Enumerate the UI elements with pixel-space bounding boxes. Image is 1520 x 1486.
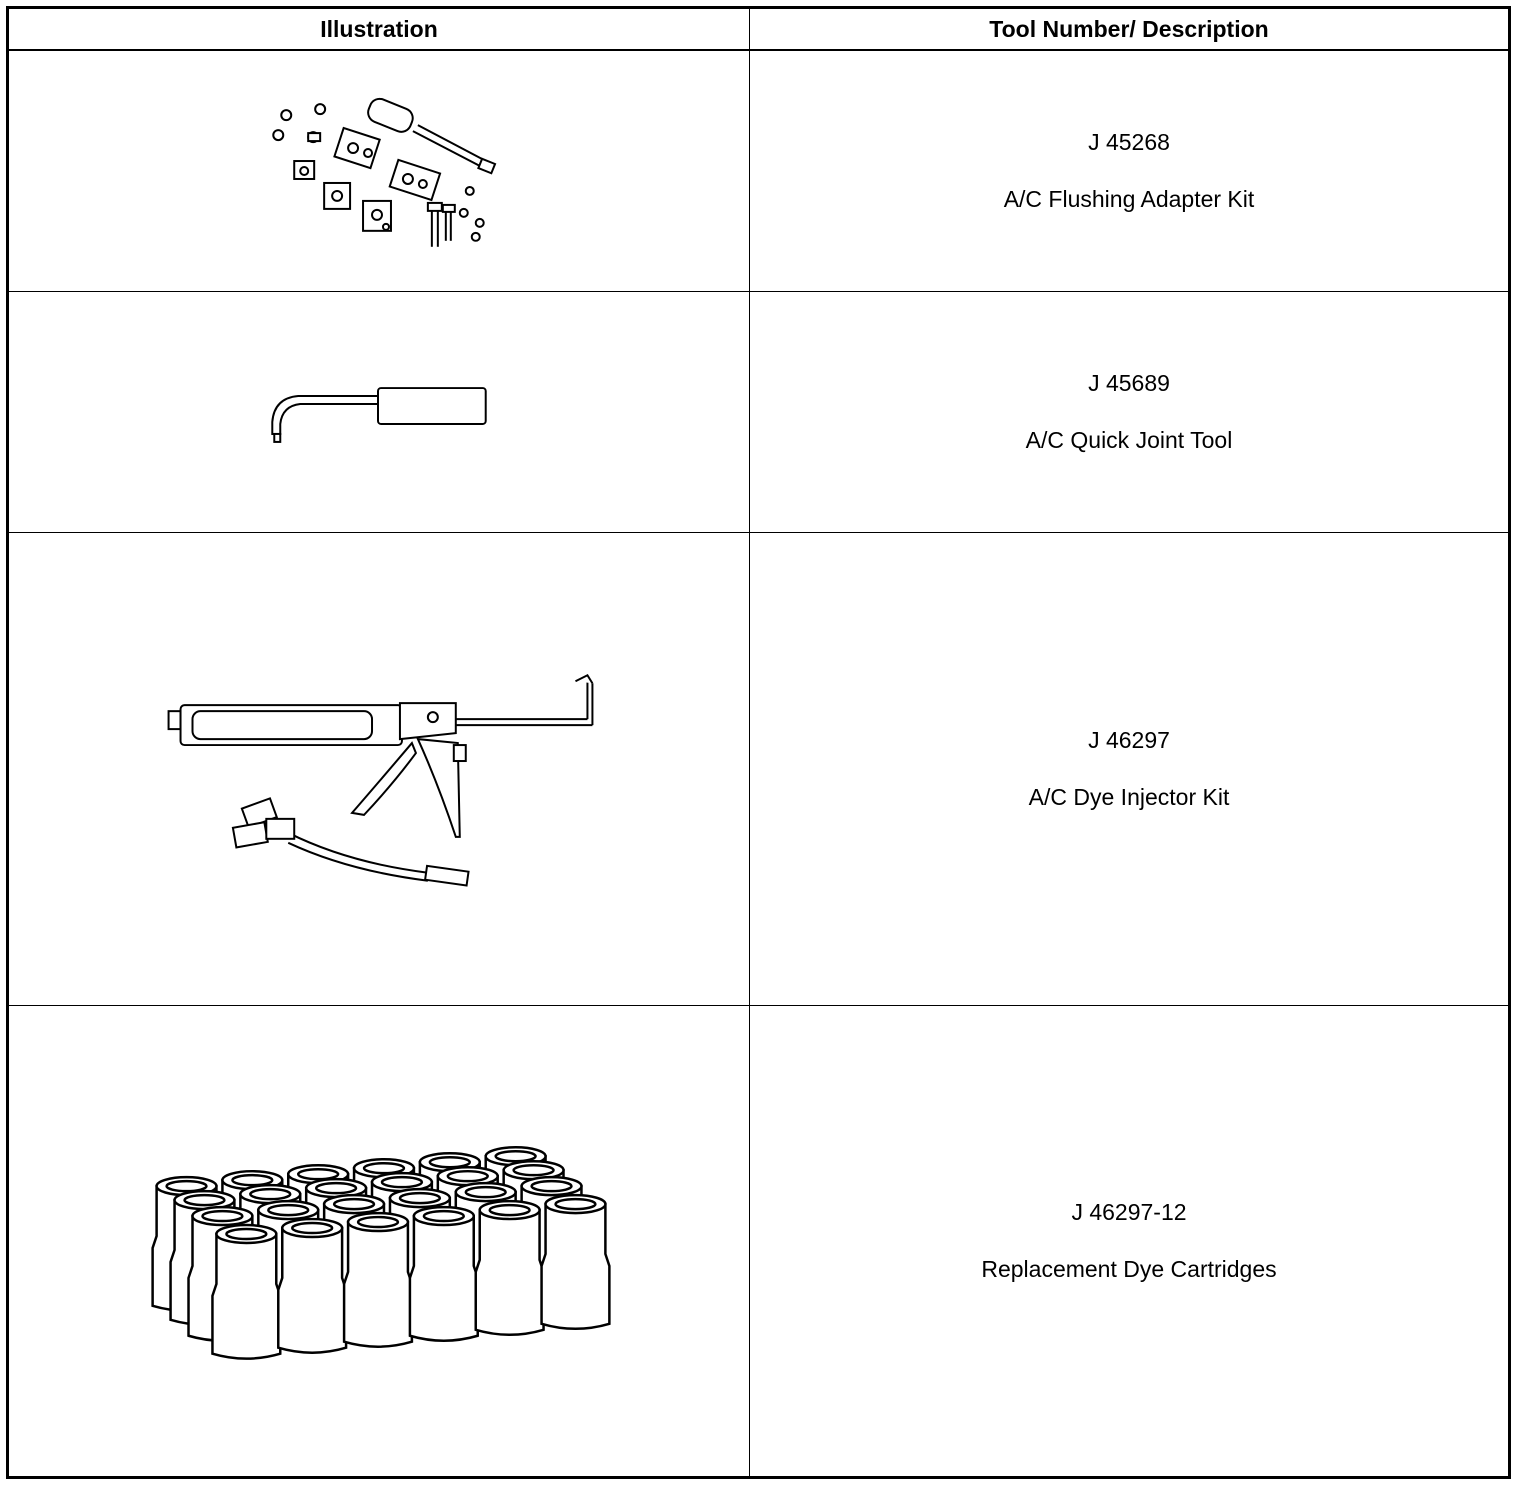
cartridge-bottle (278, 1219, 346, 1353)
tool-cell (750, 533, 1510, 1006)
tool-description-header: Tool Number/ Description (750, 8, 1510, 51)
tool-description: Replacement Dye Cartridges (981, 1256, 1277, 1282)
tool-description: A/C Dye Injector Kit (1028, 784, 1230, 810)
tool-description: A/C Quick Joint Tool (1025, 427, 1233, 453)
tool-number: J 45268 (1088, 129, 1170, 155)
cartridge-bottle (212, 1225, 280, 1359)
special-tools-table (6, 6, 1511, 1479)
cartridge-bottle (476, 1201, 544, 1335)
cartridge-bottle (542, 1195, 610, 1329)
dye-cartridges-icon (9, 1006, 749, 1476)
illustration-cell (8, 1006, 750, 1478)
table-row (8, 533, 1510, 1006)
tool-number: J 45689 (1088, 370, 1170, 396)
illustration-cell (8, 533, 750, 1006)
flushing-adapter-kit-icon (9, 51, 749, 291)
dye-injector-kit-icon (9, 533, 749, 1005)
illustration-cell (8, 292, 750, 533)
tool-cell (750, 292, 1510, 533)
tool-cell (750, 50, 1510, 292)
tool-number: J 46297 (1088, 727, 1170, 753)
illustration-cell (8, 50, 750, 292)
table-row (8, 50, 1510, 292)
table-row (8, 292, 1510, 533)
tool-number: J 46297-12 (1071, 1199, 1187, 1225)
cartridge-bottle (410, 1207, 478, 1341)
table-row (8, 1006, 1510, 1478)
tool-description: A/C Flushing Adapter Kit (1003, 186, 1255, 212)
tool-cell (750, 1006, 1510, 1478)
table-header-row (8, 8, 1510, 51)
quick-joint-tool-icon (9, 292, 749, 532)
illustration-header: Illustration (8, 8, 750, 51)
cartridge-bottle (344, 1213, 412, 1347)
